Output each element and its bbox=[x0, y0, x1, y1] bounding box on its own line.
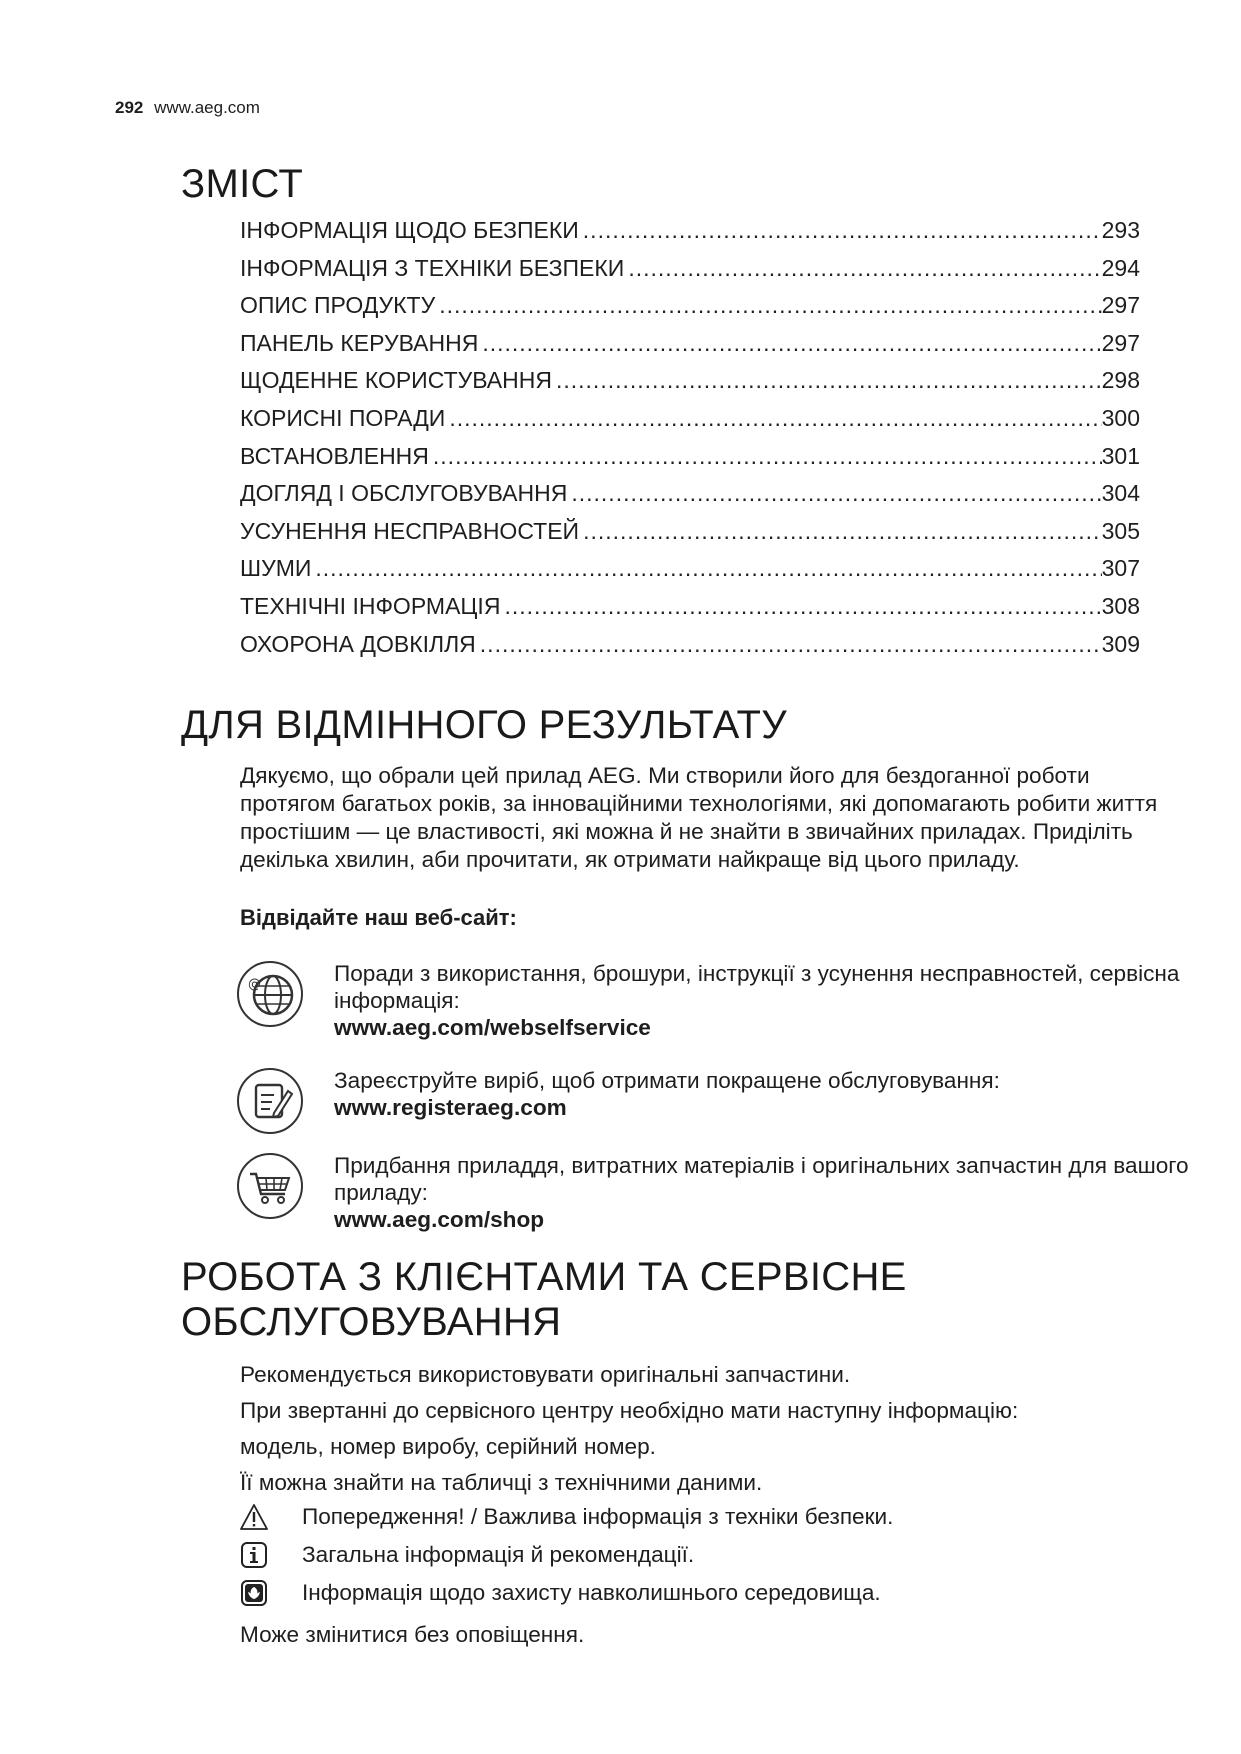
service-paragraph: При звертанні до сервісного центру необхідно мати наступну інформацію: bbox=[240, 1398, 1019, 1423]
note-info bbox=[240, 1541, 694, 1569]
link-description: Придбання приладдя, витратних матеріалів і оригінальних запчастин для вашого приладу: bbox=[334, 1153, 1189, 1205]
service-heading bbox=[181, 1255, 907, 1345]
toc-item-label: ІНФОРМАЦІЯ З ТЕХНІКИ БЕЗПЕКИ bbox=[240, 254, 625, 281]
toc-item-label: ПАНЕЛЬ КЕРУВАННЯ bbox=[240, 329, 479, 356]
note-text: Загальна інформація й рекомендації. bbox=[302, 1542, 695, 1567]
toc-item-label: ОХОРОНА ДОВКІЛЛЯ bbox=[240, 630, 476, 657]
toc-item[interactable] bbox=[240, 330, 1140, 368]
toc-item-label: ІНФОРМАЦІЯ ЩОДО БЕЗПЕКИ bbox=[240, 217, 579, 243]
note-text: Попередження! / Важлива інформація з техніки безпеки. bbox=[302, 1504, 894, 1529]
toc-item-label: УСУНЕННЯ НЕСПРАВНОСТЕЙ bbox=[240, 517, 580, 544]
toc-item-label: ЩОДЕННЕ КОРИСТУВАННЯ bbox=[240, 367, 552, 394]
toc-item-label: ТЕХНІЧНІ ІНФОРМАЦІЯ bbox=[240, 592, 501, 619]
toc-item-page: 301 bbox=[1101, 442, 1140, 469]
toc-item-page: 297 bbox=[1101, 329, 1140, 356]
toc-item[interactable] bbox=[240, 480, 1140, 518]
toc-item[interactable] bbox=[240, 255, 1140, 293]
toc-item[interactable] bbox=[240, 631, 1140, 669]
service-paragraph: Рекомендується використовувати оригінальні запчастини. bbox=[240, 1362, 851, 1387]
toc-item[interactable] bbox=[240, 367, 1140, 405]
change-notice: Може змінитися без оповіщення. bbox=[240, 1622, 585, 1647]
toc-item-label: ШУМИ bbox=[240, 555, 312, 582]
note-warning bbox=[240, 1503, 893, 1531]
warning-icon bbox=[240, 1503, 268, 1531]
register-link[interactable]: www.registeraeg.com bbox=[334, 1095, 567, 1120]
toc-item-label: КОРИСНІ ПОРАДИ bbox=[240, 404, 446, 431]
toc-item-page: 308 bbox=[1101, 592, 1140, 619]
webselfservice-link[interactable]: www.aeg.com/webselfservice bbox=[334, 1015, 651, 1040]
link-description: Поради з використання, брошури, інструкції з усунення несправностей, сервісна інформація: bbox=[334, 961, 1180, 1013]
service-heading-line2: ОБСЛУГОВУВАННЯ bbox=[181, 1299, 562, 1344]
toc-item-page: 297 bbox=[1101, 292, 1140, 319]
register-icon bbox=[236, 1067, 304, 1135]
environment-icon bbox=[240, 1579, 268, 1607]
toc-item[interactable] bbox=[240, 405, 1140, 443]
toc-item-page: 304 bbox=[1101, 480, 1140, 507]
svg-text:@: @ bbox=[248, 977, 261, 992]
toc-item[interactable] bbox=[240, 217, 1140, 255]
toc-item-label: ВСТАНОВЛЕННЯ bbox=[240, 442, 429, 469]
toc-item-page: 309 bbox=[1101, 630, 1140, 657]
toc-heading: ЗМІСТ bbox=[181, 162, 304, 206]
toc-item[interactable] bbox=[240, 555, 1140, 593]
info-icon bbox=[240, 1541, 268, 1569]
toc-item-page: 305 bbox=[1101, 517, 1140, 544]
globe-icon bbox=[236, 960, 304, 1028]
toc-item[interactable] bbox=[240, 518, 1140, 556]
page-number: 292 bbox=[115, 98, 144, 117]
page-header bbox=[115, 98, 260, 118]
toc-item[interactable] bbox=[240, 593, 1140, 631]
intro-paragraph: Дякуємо, що обрали цей прилад AEG. Ми створили його для бездоганної роботи протягом багатьох років, за інноваційними технологіями, які допомагають робити життя простішим — це властивості, які можна й не знайти в звичайних приладах. Приділіть декілька хвилин, аби прочитати, як отримати найкраще від цього приладу. bbox=[240, 763, 1158, 872]
link-description: Зареєструйте виріб, щоб отримати покращене обслуговування: bbox=[334, 1068, 1000, 1093]
toc-item[interactable] bbox=[240, 292, 1140, 330]
toc-item-page: 300 bbox=[1101, 404, 1140, 431]
service-paragraph: Її можна знайти на табличці з технічними даними. bbox=[240, 1470, 763, 1495]
service-paragraph: модель, номер виробу, серійний номер. bbox=[240, 1434, 656, 1459]
toc-item-label: ОПИС ПРОДУКТУ bbox=[240, 292, 436, 319]
toc-item-page: 298 bbox=[1101, 367, 1140, 394]
note-text: Інформація щодо захисту навколишнього середовища. bbox=[302, 1580, 881, 1605]
toc-item-label: ДОГЛЯД І ОБСЛУГОВУВАННЯ bbox=[240, 480, 568, 507]
shop-link[interactable]: www.aeg.com/shop bbox=[334, 1207, 545, 1232]
site-url: www.aeg.com bbox=[154, 98, 260, 117]
cart-icon bbox=[236, 1152, 304, 1220]
note-environment bbox=[240, 1579, 881, 1607]
table-of-contents bbox=[240, 217, 1140, 668]
toc-item-page: 307 bbox=[1101, 555, 1140, 582]
toc-item[interactable] bbox=[240, 443, 1140, 481]
visit-website-label: Відвідайте наш веб-сайт: bbox=[240, 905, 517, 930]
toc-item-page: 293 bbox=[1101, 217, 1140, 243]
results-heading: ДЛЯ ВІДМІННОГО РЕЗУЛЬТАТУ bbox=[181, 703, 787, 747]
toc-item-page: 294 bbox=[1101, 254, 1140, 281]
service-heading-line1: РОБОТА З КЛІЄНТАМИ ТА СЕРВІСНЕ bbox=[181, 1255, 907, 1299]
